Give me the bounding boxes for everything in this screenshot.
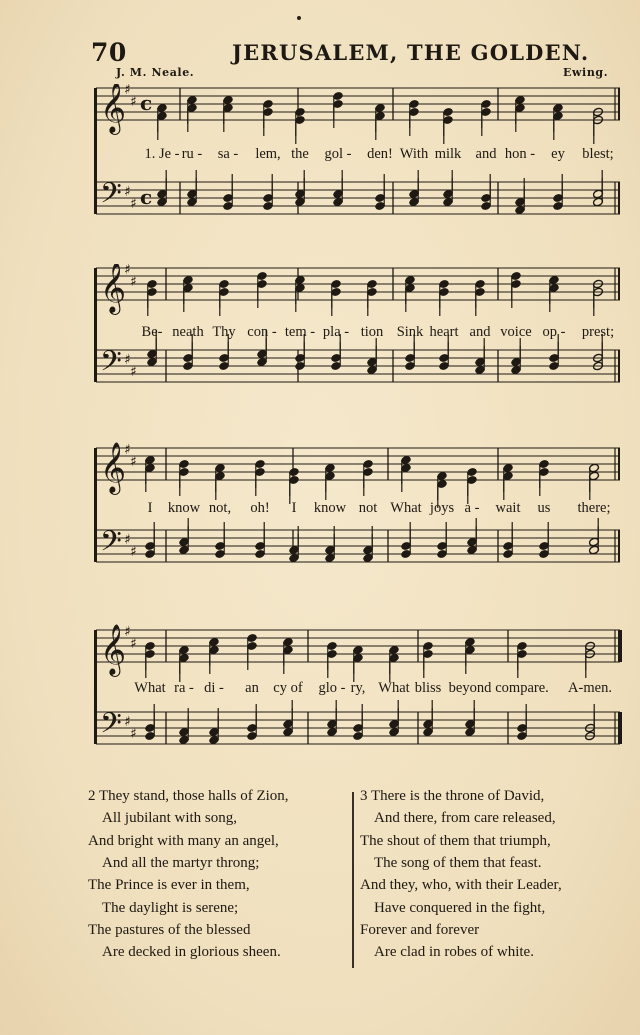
end-barline: [618, 182, 620, 214]
verse-line: And all the martyr throng;: [102, 854, 260, 871]
note: [481, 107, 492, 136]
lyric-syllable: sa -: [217, 146, 239, 162]
bass-clef-icon: 𝄢: [100, 707, 122, 747]
lyric-syllable: wait: [495, 500, 521, 516]
lyric-syllable: I: [291, 500, 297, 516]
treble-clef-icon: 𝄞: [100, 624, 127, 675]
note: [283, 645, 294, 674]
note: [247, 641, 258, 670]
note: [423, 649, 434, 678]
note: [145, 463, 156, 492]
lyric-syllable: and: [475, 146, 497, 162]
lyric-syllable: us: [537, 500, 551, 516]
lyric-syllable: blest;: [582, 146, 614, 162]
note: [375, 111, 386, 140]
sharp-icon: ♯: [124, 442, 131, 458]
note: [367, 287, 378, 316]
note: [257, 279, 268, 308]
lyric-syllable: 1. Je -: [144, 146, 180, 162]
sharp-icon: ♯: [124, 264, 131, 278]
lyric-syllable: ru -: [181, 146, 203, 162]
lyric-syllable: joys: [429, 500, 455, 516]
lyric-syllable: What: [390, 500, 422, 516]
sharp-icon: ♯: [124, 84, 131, 98]
verse-line: 2 They stand, those halls of Zion,: [88, 788, 289, 804]
lyric-syllable: compare.: [495, 680, 549, 696]
verse-line: Are clad in robes of white.: [374, 944, 534, 961]
lyric-syllable: A-men.: [568, 680, 612, 696]
note: [353, 653, 364, 682]
note: [183, 283, 194, 312]
verse-line: The shout of them that triumph,: [360, 832, 551, 849]
music-system-3: [88, 438, 628, 598]
lyric-syllable: cy of: [273, 680, 303, 696]
lyric-syllable: beyond: [448, 680, 492, 696]
lyric-syllable: lem,: [255, 146, 281, 162]
end-barline: [618, 88, 620, 120]
sharp-icon: ♯: [130, 274, 137, 290]
sharp-icon: ♯: [124, 352, 131, 368]
lyric-syllable: the: [291, 146, 309, 162]
lyric-syllable: hon -: [504, 146, 536, 162]
end-barline: [618, 268, 620, 300]
note: [147, 287, 158, 316]
end-barline: [618, 448, 620, 480]
lyric-syllable: Thy: [212, 324, 236, 340]
note: [389, 653, 400, 682]
lyric-syllable: not: [358, 500, 378, 516]
sharp-icon: ♯: [130, 636, 137, 652]
note: [511, 279, 522, 308]
lyric-syllable: tion: [360, 324, 384, 340]
verse-line: And bright with many an angel,: [88, 832, 279, 849]
note: [549, 283, 560, 312]
lyric-syllable: gol -: [324, 146, 352, 162]
lyric-syllable: oh!: [250, 500, 270, 516]
note: [263, 107, 274, 136]
treble-clef-icon: 𝄞: [100, 264, 127, 313]
lyric-syllable: voice: [500, 324, 532, 340]
note: [209, 645, 220, 674]
lyric-syllable: What: [134, 680, 166, 696]
music-system-4: [88, 620, 628, 780]
music-system-2: [88, 264, 628, 414]
end-barline: [618, 350, 620, 382]
additional-verses: [0, 788, 640, 988]
end-barline: [618, 630, 622, 662]
lyric-syllable: heart: [429, 324, 459, 340]
lyric-syllable: prest;: [581, 324, 615, 340]
note: [333, 99, 344, 128]
verse-line: And they, who, with their Leader,: [360, 877, 562, 894]
note: [363, 467, 374, 496]
author-credit: J. M. Neale.: [116, 66, 195, 79]
lyric-syllable: op -: [542, 324, 566, 340]
sharp-icon: ♯: [124, 714, 131, 730]
lyric-syllable: know: [313, 500, 347, 516]
lyric-syllable: pla -: [322, 324, 350, 340]
note: [405, 283, 416, 312]
sharp-icon: ♯: [130, 196, 137, 212]
note: [215, 471, 226, 500]
music-system-1: [88, 84, 628, 254]
lyric-syllable: ey: [551, 146, 565, 162]
lyric-syllable: con -: [247, 324, 277, 340]
note: [409, 107, 420, 136]
common-time-icon: c: [140, 91, 153, 115]
lyric-line: [88, 324, 628, 348]
note: [179, 467, 190, 496]
composer-credit: Ewing.: [563, 66, 609, 79]
note: [157, 111, 168, 140]
lyric-syllable: neath: [172, 324, 204, 340]
lyric-syllable: Sink: [396, 324, 424, 340]
lyric-syllable: I: [147, 500, 153, 516]
note: [331, 287, 342, 316]
note: [295, 283, 306, 312]
sharp-icon: ♯: [124, 624, 131, 640]
note: [517, 649, 528, 678]
verse-line: 3 There is the throne of David,: [360, 788, 545, 804]
note: [515, 103, 526, 132]
hymn-title: JERUSALEM, THE GOLDEN.: [232, 40, 590, 65]
lyric-syllable: not,: [208, 500, 232, 516]
sharp-icon: ♯: [130, 544, 137, 560]
sharp-icon: ♯: [130, 454, 137, 470]
treble-clef-icon: 𝄞: [100, 442, 127, 493]
verse-line: Are decked in glorious sheen.: [102, 944, 281, 961]
lyric-syllable: bliss: [414, 680, 442, 696]
sharp-icon: ♯: [130, 364, 137, 380]
note: [503, 471, 514, 500]
note: [223, 103, 234, 132]
end-barline: [618, 712, 622, 744]
verse-line: The pastures of the blessed: [88, 921, 251, 938]
note: [145, 649, 156, 678]
lyric-syllable: ry,: [350, 680, 366, 696]
lyric-syllable: tem -: [284, 324, 316, 340]
lyric-syllable: know: [167, 500, 201, 516]
lyric-syllable: Be-: [141, 324, 163, 340]
note: [439, 287, 450, 316]
note: [327, 649, 338, 678]
bass-clef-icon: 𝄢: [100, 177, 122, 217]
note: [465, 645, 476, 674]
note: [589, 471, 600, 500]
lyric-syllable: there;: [577, 500, 611, 516]
lyric-line: [88, 680, 628, 704]
verse-line: Forever and forever: [360, 921, 480, 938]
note: [187, 103, 198, 132]
lyric-syllable: milk: [434, 146, 462, 162]
verse-line: And there, from care released,: [374, 810, 556, 827]
lyric-line: [88, 146, 628, 170]
note: [443, 115, 454, 144]
verse-line: The song of them that feast.: [374, 854, 542, 871]
sharp-icon: ♯: [124, 532, 131, 548]
bass-clef-icon: 𝄢: [100, 525, 122, 565]
verse-line: Have conquered in the fight,: [374, 899, 546, 916]
note: [539, 467, 550, 496]
lyric-syllable: What: [378, 680, 410, 696]
note: [295, 115, 306, 144]
note: [325, 471, 336, 500]
note: [179, 653, 190, 682]
printer-mark: [297, 16, 301, 20]
verse-line: The daylight is serene;: [102, 899, 239, 916]
lyric-syllable: a -: [464, 500, 480, 516]
lyric-line: [88, 500, 628, 524]
common-time-icon: c: [140, 185, 153, 209]
lyric-syllable: ra -: [174, 680, 194, 696]
note: [219, 287, 230, 316]
verse-column-divider: [352, 792, 354, 968]
end-barline: [618, 530, 620, 562]
bass-clef-icon: 𝄢: [100, 345, 122, 385]
note: [401, 463, 412, 492]
lyric-syllable: and: [469, 324, 491, 340]
page-number: 70: [91, 38, 127, 67]
sharp-icon: ♯: [130, 94, 137, 110]
verse-line: All jubilant with song,: [102, 810, 237, 827]
lyric-syllable: den!: [367, 146, 393, 162]
sharp-icon: ♯: [130, 726, 137, 742]
verse-line: The Prince is ever in them,: [88, 877, 250, 894]
lyric-syllable: di -: [204, 680, 224, 696]
sharp-icon: ♯: [124, 184, 131, 200]
note: [553, 111, 564, 140]
treble-clef-icon: 𝄞: [100, 84, 127, 133]
lyric-syllable: With: [399, 146, 429, 162]
lyric-syllable: glo -: [318, 680, 346, 696]
note: [475, 287, 486, 316]
lyric-syllable: an: [245, 680, 259, 696]
note: [255, 467, 266, 496]
